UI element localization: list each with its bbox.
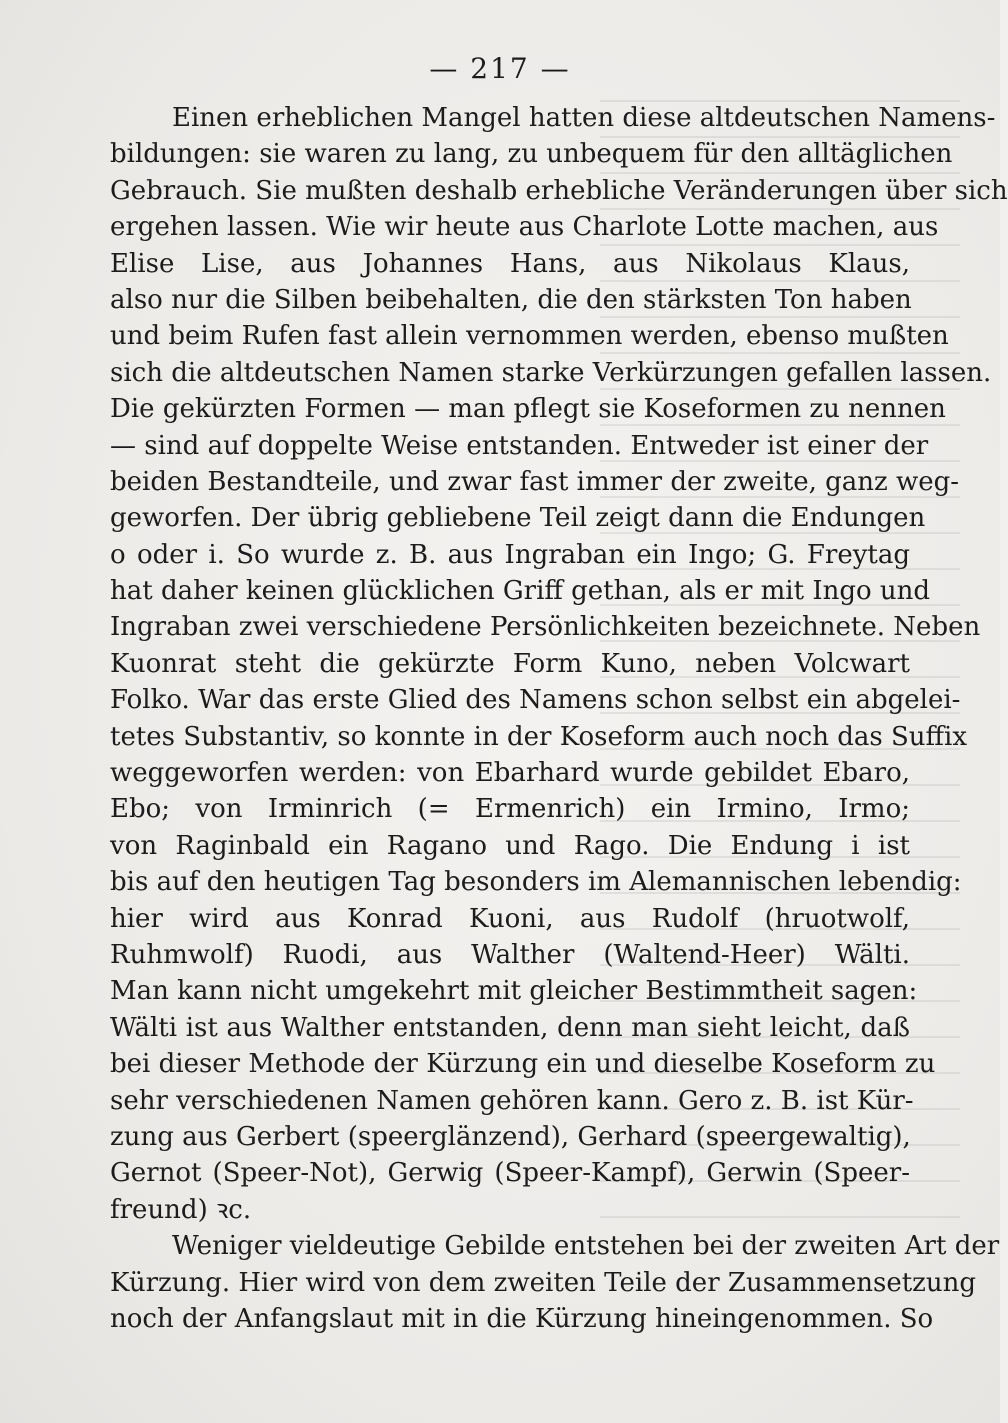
- text-line: noch der Anfangslaut mit in die Kürzung hineingenommen. So: [110, 1303, 934, 1334]
- text-line: also nur die Silben beibehalten, die den stärksten Ton haben: [110, 284, 912, 315]
- text-line: Man kann nicht umgekehrt mit gleicher Bestimmtheit sagen:: [110, 976, 918, 1007]
- text-line: Weniger vieldeutige Gebilde entstehen bei der zweiten Art der: [172, 1231, 1000, 1262]
- text-line: Kürzung. Hier wird von dem zweiten Teile der Zusammensetzung: [110, 1267, 976, 1298]
- text-line: bei dieser Methode der Kürzung ein und dieselbe Koseform zu: [110, 1049, 936, 1080]
- text-line: zung aus Gerbert (speerglänzend), Gerhard (speergewaltig),: [110, 1121, 911, 1152]
- text-line: bildungen: sie waren zu lang, zu unbequem für den alltäglichen: [110, 139, 953, 170]
- text-line: bis auf den heutigen Tag besonders im Alemannischen lebendig:: [110, 867, 962, 898]
- text-line: von Raginbald ein Ragano und Rago. Die Endung i ist: [110, 830, 910, 861]
- text-line: Gebrauch. Sie mußten deshalb erhebliche Veränderungen über sich: [110, 175, 1008, 206]
- text-line: und beim Rufen fast allein vernommen werden, ebenso mußten: [110, 321, 949, 352]
- text-line: tetes Substantiv, so konnte in der Koseform auch noch das Suffix: [110, 721, 967, 752]
- text-line: Die gekürzten Formen — man pflegt sie Koseformen zu nennen: [110, 394, 946, 425]
- text-line: freund) ꝛc.: [110, 1194, 252, 1225]
- body-text: [110, 100, 1008, 1337]
- text-line: Gernot (Speer-Not), Gerwig (Speer-Kampf), Gerwin (Speer-: [110, 1158, 910, 1189]
- text-line: Kuonrat steht die gekürzte Form Kuno, neben Volcwart: [110, 648, 910, 679]
- text-line: weggeworfen werden: von Ebarhard wurde gebildet Ebaro,: [110, 758, 910, 789]
- text-line: Ingraban zwei verschiedene Persönlichkeiten bezeichnete. Neben: [110, 612, 981, 643]
- text-line: sehr verschiedenen Namen gehören kann. Gero z. B. ist Kür-: [110, 1085, 914, 1116]
- text-line: Ebo; von Irminrich (= Ermenrich) ein Irmino, Irmo;: [110, 794, 910, 825]
- text-line: sich die altdeutschen Namen starke Verkürzungen gefallen lassen.: [110, 357, 992, 388]
- text-line: ergehen lassen. Wie wir heute aus Charlote Lotte machen, aus: [110, 212, 939, 243]
- text-line: Folko. War das erste Glied des Namens schon selbst ein abgelei-: [110, 685, 961, 716]
- text-line: Ruhmwolf) Ruodi, aus Walther (Waltend-Heer) Wälti.: [110, 939, 910, 970]
- text-line: hat daher keinen glücklichen Griff gethan, als er mit Ingo und: [110, 576, 931, 607]
- text-line: Einen erheblichen Mangel hatten diese altdeutschen Namens-: [172, 103, 996, 133]
- text-line: — sind auf doppelte Weise entstanden. Entweder ist einer der: [110, 430, 929, 461]
- text-line: Elise Lise, aus Johannes Hans, aus Nikolaus Klaus,: [110, 248, 910, 279]
- text-line: o oder i. So wurde z. B. aus Ingraban ein Ingo; G. Freytag: [110, 539, 910, 570]
- text-line: geworfen. Der übrig gebliebene Teil zeigt dann die Endungen: [110, 503, 926, 534]
- text-line: hier wird aus Konrad Kuoni, aus Rudolf (hruotwolf,: [110, 903, 910, 934]
- page-number: — 217 —: [429, 52, 571, 85]
- text-line: Wälti ist aus Walther entstanden, denn man sieht leicht, daß: [110, 1012, 910, 1043]
- text-line: beiden Bestandteile, und zwar fast immer der zweite, ganz weg-: [110, 466, 960, 497]
